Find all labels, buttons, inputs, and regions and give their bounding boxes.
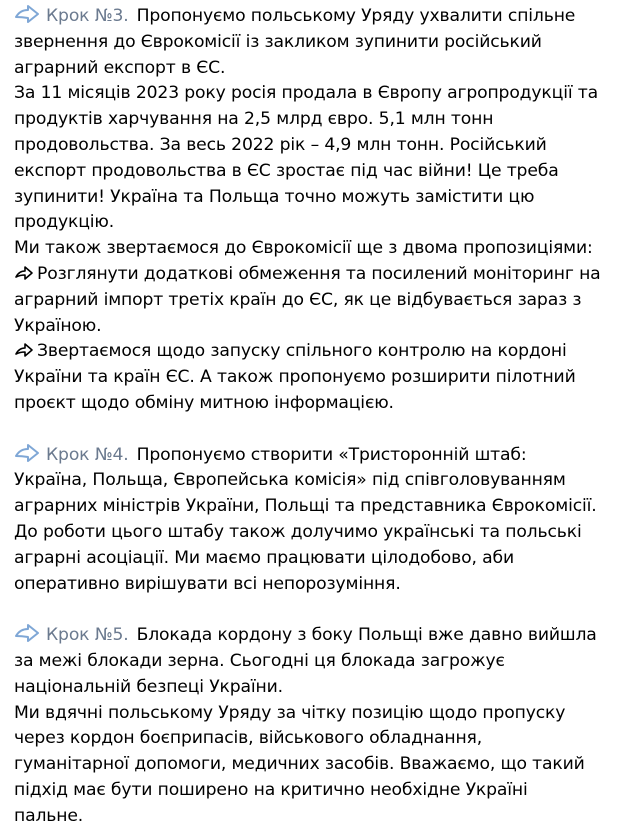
step-4-label: Крок №4.: [46, 444, 129, 465]
bullet-1-line: аграрний імпорт третіх країн до ЄС, як це відбувається зараз з: [14, 289, 582, 310]
step-5-line: Ми вдячні польському Уряду за чітку позицію щодо пропуску: [14, 702, 566, 723]
share-arrow-icon: [14, 342, 34, 358]
paragraph-gap: [14, 597, 628, 623]
step-3-label: Крок №3.: [46, 6, 129, 26]
share-arrow-icon: [14, 265, 34, 281]
bullet-2-line: України та країн ЄС. А також пропонуємо розширити пілотний: [14, 367, 576, 388]
step-5-line: гуманітарної допомоги, медичних засобів. Вважаємо, що такий: [14, 754, 585, 775]
step-4-line: Пропонуємо створити «Тристоронній штаб:: [136, 444, 527, 465]
step-4-line: До роботи цього штабу також долучимо українські та польські: [14, 521, 582, 542]
bullet-1: [14, 262, 628, 288]
step-3-line: зупинити! Україна та Польща точно можуть замістити цю: [14, 186, 535, 207]
step-3-line: аграрний експорт в ЄС.: [14, 57, 226, 78]
step-4-line: аграрних міністрів України, Польщі та представника Єврокомісії.: [14, 496, 597, 517]
step-5-line: Блокада кордону з боку Польщі вже давно вийшла: [136, 625, 597, 646]
bullet-2-line: проєкт щодо обміну митною інформацією.: [14, 392, 394, 413]
step-3-line: звернення до Єврокомісії із закликом зупинити російський: [14, 31, 542, 52]
step-4-line: аграрні асоціації. Ми маємо працювати цілодобово, аби: [14, 547, 514, 568]
step-5-line: підхід має бути поширено на критично необхідне Україні: [14, 779, 528, 800]
right-arrow-icon: [14, 443, 40, 463]
step-3-line: продукцію.: [14, 212, 115, 233]
step-5-line: національній безпеці України.: [14, 676, 283, 697]
step-4-line: Україна, Польща, Європейська комісія» під співголовуванням: [14, 470, 566, 491]
bullet-1-line: Розглянути додаткові обмеження та посилений моніторинг на: [37, 263, 601, 284]
step-3-line: продуктів харчування на 2,5 млрд євро. 5,1 млн тонн: [14, 109, 494, 130]
step-5-line: через кордон боєприпасів, військового обладнання,: [14, 728, 483, 749]
right-arrow-icon: [14, 4, 40, 24]
right-arrow-icon: [14, 623, 40, 643]
step-3-line: Ми також звертаємося до Єврокомісії ще з двома пропозиціями:: [14, 238, 593, 259]
step-5-label: Крок №5.: [46, 625, 129, 646]
step-3-line: експорт продовольства в ЄС зростає під час війни! Це треба: [14, 160, 559, 181]
step-3-line: продовольства. За весь 2022 рік – 4,9 млн тонн. Російський: [14, 134, 547, 155]
step-5-line: за межі блокади зерна. Сьогодні ця блокада загрожує: [14, 650, 505, 671]
step-5-heading: [14, 623, 628, 649]
bullet-2-line: Звертаємося щодо запуску спільного контролю на кордоні: [37, 341, 567, 362]
step-3-line: Пропонуємо польському Уряду ухвалити спільне: [136, 6, 576, 26]
bullet-2: [14, 339, 628, 365]
step-4-line: оперативно вирішувати всі непорозуміння.: [14, 573, 401, 594]
paragraph-gap: [14, 417, 628, 443]
step-3-heading: [14, 4, 628, 30]
step-5-line: пальне.: [14, 805, 84, 826]
bottom-fade: [0, 827, 636, 835]
step-4-heading: [14, 443, 628, 469]
step-3-line: За 11 місяців 2023 року росія продала в Європу агропродукції та: [14, 83, 599, 104]
bullet-1-line: Україною.: [14, 315, 102, 336]
